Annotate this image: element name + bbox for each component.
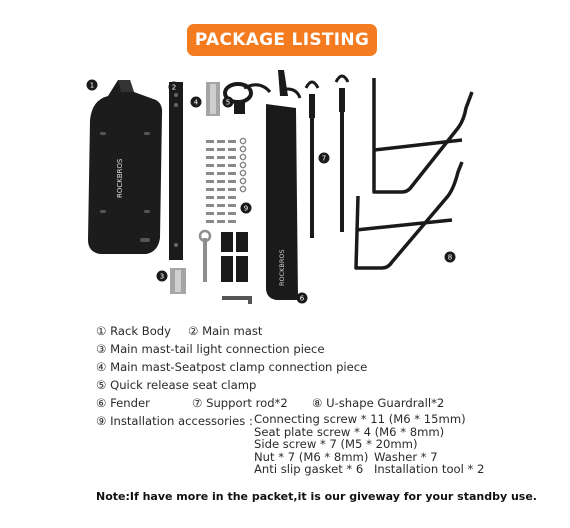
screw [206, 140, 214, 143]
legend-item-7: ⑦ Support rod*2 [192, 396, 288, 410]
screw [228, 188, 236, 191]
installation-accessories [206, 138, 249, 223]
screw [228, 180, 236, 183]
screw [217, 172, 225, 175]
legend-item-5: ⑤ Quick release seat clamp [96, 378, 257, 392]
legend-item-6: ⑥ Fender [96, 396, 150, 410]
screw [228, 140, 236, 143]
legend-item-2: ② Main mast [188, 324, 263, 338]
screw [206, 172, 214, 175]
accessory-seat-plate-screw: Seat plate screw * 4 (M6 * 8mm) [254, 424, 445, 439]
screw [217, 180, 225, 183]
washer [240, 170, 245, 175]
screw [206, 156, 214, 159]
accessories-list [254, 413, 504, 477]
washer [240, 162, 245, 167]
legend-item-3: ③ Main mast-tail light connection piece [96, 342, 325, 356]
fender-brand-print: ROCKBROS [278, 249, 286, 286]
banner-title: PACKAGE LISTING [194, 30, 370, 50]
callout-number: 7 [321, 154, 327, 163]
washer [240, 186, 245, 191]
rack-brand-print: ROCKBROS [116, 158, 124, 198]
accessory-anti-slip-gasket: Anti slip gasket * 6 [254, 462, 364, 476]
screw [228, 172, 236, 175]
anti-slip-gaskets [221, 232, 248, 282]
screw [206, 220, 214, 223]
callout-number: 6 [299, 294, 305, 303]
screw [217, 156, 225, 159]
screw [228, 156, 236, 159]
screw [217, 164, 225, 167]
screw [217, 140, 225, 143]
accessory-side-screw: Side screw * 7 (M5 * 20mm) [254, 437, 418, 451]
fender [266, 70, 300, 300]
callout-number: 9 [243, 204, 249, 213]
screw [217, 212, 225, 215]
washer [240, 146, 245, 151]
screw [206, 212, 214, 215]
washer [240, 154, 245, 159]
washer [240, 138, 245, 143]
main-mast [169, 82, 183, 260]
u-shape-guardrails [356, 78, 472, 268]
accessory-connecting-screw: Connecting screw * 11 (M6 * 15mm) [254, 412, 466, 426]
callout-number: 2 [171, 83, 177, 92]
callout-number: 4 [193, 98, 199, 107]
screw [228, 220, 236, 223]
legend-item-8: ⑧ U-shape Guardrall*2 [312, 396, 445, 410]
screw [228, 148, 236, 151]
screw [217, 204, 225, 207]
screw [206, 180, 214, 183]
screw [206, 148, 214, 151]
legend-item-4: ④ Main mast-Seatpost clamp connection piece [96, 360, 368, 374]
rack-body [88, 80, 162, 254]
accessory-washer: Washer * 7 [374, 449, 438, 464]
screw [228, 204, 236, 207]
screw [228, 212, 236, 215]
callout-number: 8 [447, 253, 453, 262]
screw [228, 196, 236, 199]
callout-number: 3 [159, 272, 165, 281]
accessory-nut: Nut * 7 (M6 * 8mm) [254, 449, 369, 464]
legend-item-9: ⑨ Installation accessories : [96, 414, 253, 428]
tail-light-connection-piece [170, 268, 186, 294]
screw [228, 164, 236, 167]
screw [217, 220, 225, 223]
screw [206, 204, 214, 207]
seatpost-clamp-connection-piece [206, 82, 220, 116]
accessory-installation-tool: Installation tool * 2 [374, 462, 485, 476]
legend-item-1: ① Rack Body [96, 324, 172, 338]
screw [206, 196, 214, 199]
callout-number: 1 [89, 81, 95, 90]
screw [206, 164, 214, 167]
washer [240, 178, 245, 183]
screw [217, 188, 225, 191]
standby-note: Note:If have more in the packet,it is our giveway for your standby use. [96, 490, 537, 503]
callout-number: 5 [225, 98, 231, 107]
screw [206, 188, 214, 191]
screw [217, 148, 225, 151]
screw [217, 196, 225, 199]
